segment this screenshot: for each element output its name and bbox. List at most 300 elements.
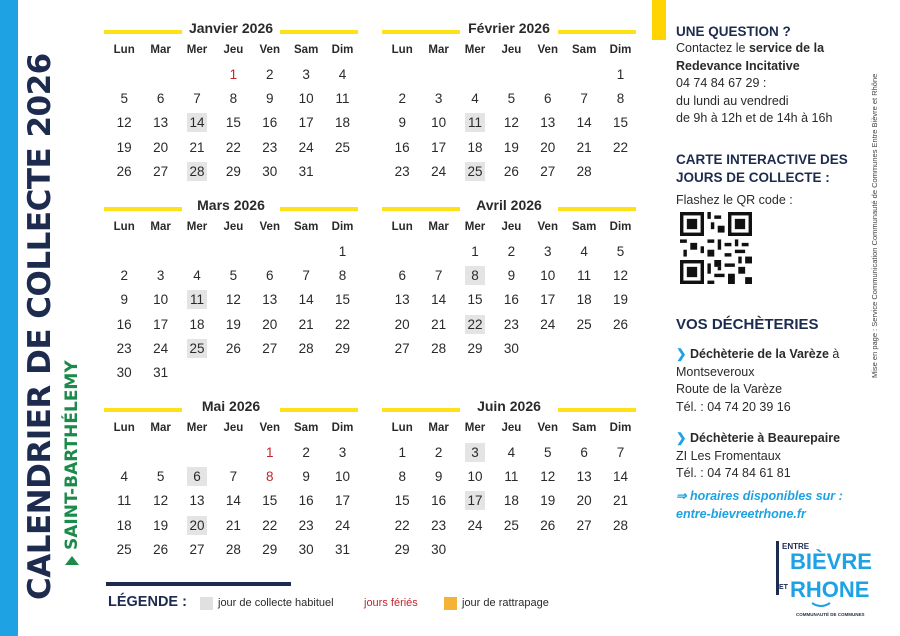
weekday-label: Lun xyxy=(113,422,135,434)
day-cell: 16 xyxy=(431,493,447,509)
day-cell: 7 xyxy=(302,268,310,284)
empty-cell xyxy=(566,64,602,88)
day-cell: 7 xyxy=(229,469,238,485)
day-cell: 17 xyxy=(431,139,447,155)
contact-phone: 04 74 84 67 29 : xyxy=(676,76,767,90)
calendar-title: CALENDRIER DE COLLECTE 2026 xyxy=(22,53,58,600)
weekday-label: Mar xyxy=(428,44,449,56)
day-cell: 25 xyxy=(179,338,215,362)
day-cell: 8 xyxy=(457,265,493,289)
day-grid xyxy=(384,442,634,563)
day-cell: 24 xyxy=(431,163,447,179)
day-cell: 13 xyxy=(576,469,592,485)
day-cell: 25 xyxy=(576,316,592,332)
legend-title: LÉGENDE : xyxy=(108,594,187,610)
day-cell: 2 xyxy=(507,244,516,259)
day-cell: 28 xyxy=(576,163,592,179)
day-cell: 26 xyxy=(153,541,169,557)
day-cell: 22 xyxy=(225,139,241,155)
weekday-header xyxy=(106,221,356,241)
month-rule xyxy=(104,408,182,412)
day-cell: 10 xyxy=(298,91,314,107)
weekday-label: Sam xyxy=(294,44,319,56)
day-cell: 16 xyxy=(262,115,278,131)
day-cell: 11 xyxy=(504,469,519,485)
logo-bievre: BIÈVRE xyxy=(790,549,872,574)
month-rule xyxy=(382,207,460,211)
day-cell: 23 xyxy=(503,316,519,332)
day-cell: 25 xyxy=(457,161,493,185)
day-cell: 4 xyxy=(471,91,479,107)
day-cell: 22 xyxy=(613,139,629,155)
day-cell: 13 xyxy=(394,292,410,308)
day-cell: 13 xyxy=(540,115,556,131)
month-title: Avril 2026 xyxy=(473,197,545,213)
day-cell: 18 xyxy=(335,115,351,131)
weekday-label: Mar xyxy=(150,422,171,434)
day-cell: 22 xyxy=(394,517,410,533)
day-cell: 27 xyxy=(262,340,278,356)
day-cell: 27 xyxy=(394,340,410,356)
weekday-label: Mer xyxy=(186,422,208,434)
empty-cell xyxy=(288,241,324,265)
day-cell: 19 xyxy=(540,493,556,509)
day-cell: 23 xyxy=(262,139,278,155)
empty-cell xyxy=(420,241,456,265)
day-cell: 16 xyxy=(298,493,314,509)
decheterie-2 xyxy=(676,430,876,483)
weekday-label: Mar xyxy=(428,422,449,434)
qr-code-icon[interactable] xyxy=(680,212,752,284)
day-cell: 30 xyxy=(431,541,447,557)
day-cell: 28 xyxy=(298,340,314,356)
day-cell: 18 xyxy=(116,517,132,533)
day-cell: 21 xyxy=(431,316,447,332)
empty-cell xyxy=(384,241,420,265)
day-cell: 3 xyxy=(544,244,552,259)
legend-habituel-swatch xyxy=(200,597,213,610)
decheterie-1-tel: Tél. : 04 74 20 39 16 xyxy=(676,399,791,414)
day-cell: 26 xyxy=(225,340,241,356)
day-cell: 9 xyxy=(120,292,128,308)
day-cell: 5 xyxy=(229,268,238,284)
day-cell: 17 xyxy=(298,115,314,131)
month-header xyxy=(384,398,634,420)
month-rule xyxy=(558,207,636,211)
day-cell: 19 xyxy=(503,139,519,155)
weekday-label: Jeu xyxy=(223,422,244,434)
day-cell: 11 xyxy=(335,91,350,107)
day-cell: 25 xyxy=(335,139,351,155)
decheterie-1-suffix: à xyxy=(828,347,840,361)
month-rule xyxy=(280,408,358,412)
logo-et: ET xyxy=(779,584,788,591)
empty-cell xyxy=(142,241,178,265)
day-cell: 19 xyxy=(153,517,169,533)
weekday-label: Ven xyxy=(259,422,280,434)
contact-service: service de la xyxy=(748,41,825,55)
day-cell: 30 xyxy=(262,163,278,179)
month-title: Février 2026 xyxy=(465,20,553,36)
day-cell: 12 xyxy=(153,493,169,509)
decheteries-title: VOS DÉCHÈTERIES xyxy=(676,316,819,333)
day-cell: 7 xyxy=(616,445,625,460)
day-grid xyxy=(106,442,356,563)
weekday-label: Mar xyxy=(150,44,171,56)
weekday-header xyxy=(106,422,356,442)
qr-instruction: Flashez le QR code : xyxy=(676,193,793,207)
day-cell: 7 xyxy=(193,91,201,107)
contact-service-name: Redevance Incitative xyxy=(676,58,800,73)
day-cell: 26 xyxy=(116,163,132,179)
weekday-label: Ven xyxy=(259,221,280,233)
day-cell: 13 xyxy=(189,493,205,509)
weekday-label: Jeu xyxy=(223,221,244,233)
day-cell: 23 xyxy=(394,163,410,179)
weekday-label: Lun xyxy=(113,221,135,233)
empty-cell xyxy=(106,241,142,265)
decheterie-1 xyxy=(676,346,876,416)
empty-cell xyxy=(106,64,142,88)
month-rule xyxy=(280,207,358,211)
day-cell: 14 xyxy=(179,112,215,136)
carte-title-line2: JOURS DE COLLECTE : xyxy=(676,169,830,185)
weekday-label: Dim xyxy=(331,221,354,233)
day-cell: 11 xyxy=(577,268,592,284)
day-cell: 30 xyxy=(503,340,519,356)
day-cell: 16 xyxy=(503,292,519,308)
empty-cell xyxy=(420,64,456,88)
weekday-label: Dim xyxy=(609,422,632,434)
logo-entre: ENTRE xyxy=(782,542,810,551)
day-grid xyxy=(106,64,356,185)
day-cell: 18 xyxy=(189,316,205,332)
day-cell: 12 xyxy=(613,268,629,284)
month-title: Mai 2026 xyxy=(199,398,263,414)
top-right-accent xyxy=(652,0,666,40)
day-cell: 29 xyxy=(262,541,278,557)
day-cell: 19 xyxy=(116,139,132,155)
day-cell: 20 xyxy=(262,316,278,332)
day-cell: 10 xyxy=(153,292,169,308)
day-cell: 9 xyxy=(434,469,443,485)
day-cell: 4 xyxy=(580,244,588,259)
legend-rattrapage-label: jour de rattrapage xyxy=(462,597,549,609)
day-cell: 26 xyxy=(503,163,519,179)
day-cell: 9 xyxy=(302,469,310,485)
month-rule xyxy=(382,408,460,412)
weekday-label: Dim xyxy=(609,221,632,233)
day-grid xyxy=(384,241,634,362)
weekday-label: Jeu xyxy=(223,44,244,56)
day-cell: 2 xyxy=(120,268,128,284)
day-cell: 10 xyxy=(540,268,556,284)
weekday-header xyxy=(384,44,634,64)
month-4 xyxy=(384,197,634,362)
day-cell: 19 xyxy=(613,292,629,308)
empty-cell xyxy=(179,64,215,88)
entre-bievre-rhone-logo xyxy=(776,539,872,619)
website-link[interactable]: entre-bievreetrhone.fr xyxy=(676,506,806,521)
day-cell: 29 xyxy=(335,340,351,356)
day-cell: 20 xyxy=(540,139,556,155)
weekday-label: Ven xyxy=(537,44,558,56)
weekday-header xyxy=(384,221,634,241)
day-cell: 25 xyxy=(503,517,519,533)
day-cell: 2 xyxy=(434,445,443,460)
day-cell: 15 xyxy=(613,115,629,131)
day-cell: 2 xyxy=(302,445,310,460)
weekday-label: Ven xyxy=(537,422,558,434)
day-cell: 14 xyxy=(298,292,314,308)
horaires-text: horaires disponibles sur : xyxy=(689,489,843,503)
day-cell: 23 xyxy=(298,517,314,533)
day-cell: 14 xyxy=(613,469,629,485)
month-rule xyxy=(558,30,636,34)
month-rule xyxy=(558,408,636,412)
day-cell: 5 xyxy=(616,244,625,259)
day-cell: 20 xyxy=(576,493,592,509)
commune-subtitle xyxy=(62,360,82,565)
commune-name: SAINT-BARTHÉLEMY xyxy=(62,360,82,550)
contact-hours-days: du lundi au vendredi xyxy=(676,93,789,108)
month-header xyxy=(384,197,634,219)
weekday-label: Sam xyxy=(294,221,319,233)
month-header xyxy=(106,398,356,420)
legend-bar xyxy=(106,582,291,586)
arrow-right-icon: ⇒ xyxy=(676,489,687,503)
day-cell: 6 xyxy=(266,268,274,284)
question-title: UNE QUESTION ? xyxy=(676,24,791,39)
day-cell: 23 xyxy=(431,517,447,533)
empty-cell xyxy=(179,241,215,265)
month-title: Janvier 2026 xyxy=(186,20,276,36)
day-cell: 8 xyxy=(266,469,274,485)
contact-hours-time: de 9h à 12h et de 14h à 16h xyxy=(676,111,833,125)
day-cell: 31 xyxy=(153,364,169,380)
decheterie-2-town: ZI Les Fromentaux xyxy=(676,448,781,463)
carte-title-line1: CARTE INTERACTIVE DES xyxy=(676,152,848,167)
empty-cell xyxy=(457,64,493,88)
day-cell: 15 xyxy=(394,493,410,509)
day-cell: 18 xyxy=(503,493,519,509)
decheterie-1-town: Montseveroux xyxy=(676,364,755,379)
day-cell: 14 xyxy=(431,292,447,308)
day-cell: 4 xyxy=(193,268,201,284)
month-3 xyxy=(106,197,356,386)
day-cell: 7 xyxy=(580,91,588,107)
month-1 xyxy=(106,20,356,185)
day-cell: 27 xyxy=(189,541,205,557)
day-cell: 5 xyxy=(544,445,552,460)
month-rule xyxy=(104,30,182,34)
day-cell: 5 xyxy=(120,91,128,107)
day-cell: 27 xyxy=(540,163,556,179)
legend-rattrapage-swatch xyxy=(444,597,457,610)
day-cell: 14 xyxy=(225,493,241,509)
day-cell: 5 xyxy=(507,91,516,107)
chevron-right-icon: ❯ xyxy=(676,347,687,361)
day-cell: 20 xyxy=(394,316,410,332)
logo-tagline: COMMUNAUTÉ DE COMMUNES xyxy=(796,612,865,617)
weekday-label: Lun xyxy=(113,44,135,56)
day-cell: 1 xyxy=(616,67,625,82)
day-cell: 11 xyxy=(117,493,132,509)
decheterie-2-name: Déchèterie à Beaurepaire xyxy=(689,431,841,445)
month-5 xyxy=(106,398,356,563)
weekday-label: Mer xyxy=(186,221,208,233)
day-cell: 1 xyxy=(229,67,238,82)
day-cell: 26 xyxy=(540,517,556,533)
day-cell: 24 xyxy=(335,517,351,533)
weekday-label: Ven xyxy=(259,44,280,56)
day-cell: 9 xyxy=(266,91,274,107)
month-rule xyxy=(382,30,460,34)
day-cell: 31 xyxy=(335,541,351,557)
day-cell: 15 xyxy=(467,292,483,308)
empty-cell xyxy=(530,64,566,88)
weekday-header xyxy=(384,422,634,442)
month-rule xyxy=(104,207,182,211)
empty-cell xyxy=(252,241,288,265)
day-cell: 28 xyxy=(179,161,215,185)
day-cell: 24 xyxy=(467,517,483,533)
logo-rhone: RHONE xyxy=(790,577,870,602)
day-cell: 15 xyxy=(335,292,351,308)
day-cell: 7 xyxy=(434,268,443,284)
day-cell: 14 xyxy=(576,115,592,131)
weekday-label: Dim xyxy=(331,44,354,56)
day-cell: 18 xyxy=(576,292,592,308)
month-header xyxy=(384,20,634,42)
day-cell: 9 xyxy=(398,115,406,131)
day-cell: 1 xyxy=(471,244,479,259)
day-cell: 3 xyxy=(156,268,165,284)
day-cell: 1 xyxy=(398,445,406,460)
day-cell: 28 xyxy=(613,517,629,533)
day-cell: 2 xyxy=(266,67,274,82)
weekday-label: Sam xyxy=(572,422,597,434)
left-accent-bar xyxy=(0,0,18,636)
day-cell: 20 xyxy=(179,515,215,539)
day-cell: 8 xyxy=(616,91,625,107)
weekday-label: Lun xyxy=(391,221,413,233)
weekday-label: Mar xyxy=(428,221,449,233)
day-cell: 4 xyxy=(120,469,128,485)
day-cell: 6 xyxy=(580,445,588,460)
day-cell: 24 xyxy=(153,340,169,356)
day-cell: 12 xyxy=(540,469,556,485)
weekday-label: Sam xyxy=(294,422,319,434)
legend-feries-label: jours fériés xyxy=(364,597,418,609)
day-cell: 13 xyxy=(262,292,278,308)
day-cell: 8 xyxy=(398,469,406,485)
day-cell: 28 xyxy=(225,541,241,557)
day-cell: 11 xyxy=(179,289,215,313)
day-cell: 3 xyxy=(302,67,310,82)
day-cell: 21 xyxy=(298,316,314,332)
day-cell: 16 xyxy=(116,316,132,332)
day-cell: 21 xyxy=(576,139,592,155)
day-cell: 28 xyxy=(431,340,447,356)
weekday-label: Jeu xyxy=(501,44,522,56)
empty-cell xyxy=(142,442,178,466)
question-contact xyxy=(676,40,876,128)
empty-cell xyxy=(384,64,420,88)
day-cell: 13 xyxy=(153,115,169,131)
day-cell: 3 xyxy=(434,91,443,107)
decheterie-2-tel: Tél. : 04 74 84 61 81 xyxy=(676,466,791,480)
day-cell: 19 xyxy=(225,316,241,332)
day-cell: 12 xyxy=(225,292,241,308)
day-cell: 22 xyxy=(335,316,351,332)
day-cell: 1 xyxy=(338,244,347,259)
day-cell: 29 xyxy=(467,340,483,356)
day-cell: 6 xyxy=(179,466,215,490)
weekday-label: Sam xyxy=(572,44,597,56)
day-cell: 16 xyxy=(394,139,410,155)
day-cell: 4 xyxy=(507,445,516,460)
weekday-label: Mer xyxy=(464,44,486,56)
credit: Mise en page : Service Communication Communauté de Communes Entre Bièvre et Rhône xyxy=(870,73,879,378)
day-cell: 10 xyxy=(467,469,483,485)
day-cell: 22 xyxy=(457,314,493,338)
decheterie-1-name: Déchèterie de la Varèze xyxy=(689,347,829,361)
day-cell: 29 xyxy=(394,541,410,557)
day-cell: 31 xyxy=(298,163,314,179)
day-cell: 21 xyxy=(225,517,241,533)
day-cell: 22 xyxy=(262,517,278,533)
weekday-label: Ven xyxy=(537,221,558,233)
empty-cell xyxy=(493,64,529,88)
weekday-label: Mar xyxy=(150,221,171,233)
day-cell: 17 xyxy=(153,316,169,332)
day-cell: 2 xyxy=(398,91,406,107)
month-rule xyxy=(280,30,358,34)
day-cell: 24 xyxy=(298,139,314,155)
contact-text: Contactez le xyxy=(676,41,749,55)
weekday-label: Lun xyxy=(391,44,413,56)
carte-title xyxy=(676,151,848,186)
day-cell: 29 xyxy=(225,163,241,179)
day-cell: 15 xyxy=(262,493,278,509)
day-cell: 25 xyxy=(116,541,132,557)
day-cell: 27 xyxy=(153,163,169,179)
day-cell: 21 xyxy=(189,139,205,155)
day-cell: 6 xyxy=(156,91,165,107)
day-cell: 6 xyxy=(398,268,406,284)
day-cell: 6 xyxy=(544,91,552,107)
day-cell: 3 xyxy=(457,442,493,466)
weekday-label: Dim xyxy=(609,44,632,56)
day-cell: 20 xyxy=(153,139,169,155)
day-cell: 12 xyxy=(116,115,132,131)
day-cell: 10 xyxy=(335,469,351,485)
empty-cell xyxy=(215,442,251,466)
weekday-label: Mer xyxy=(464,221,486,233)
month-title: Juin 2026 xyxy=(474,398,544,414)
day-cell: 10 xyxy=(431,115,447,131)
day-cell: 30 xyxy=(298,541,314,557)
day-cell: 12 xyxy=(503,115,519,131)
day-cell: 15 xyxy=(225,115,241,131)
day-grid xyxy=(384,64,634,185)
day-cell: 1 xyxy=(266,445,274,460)
day-cell: 27 xyxy=(576,517,592,533)
month-header xyxy=(106,197,356,219)
chevron-right-icon: ❯ xyxy=(676,431,687,445)
month-2 xyxy=(384,20,634,185)
